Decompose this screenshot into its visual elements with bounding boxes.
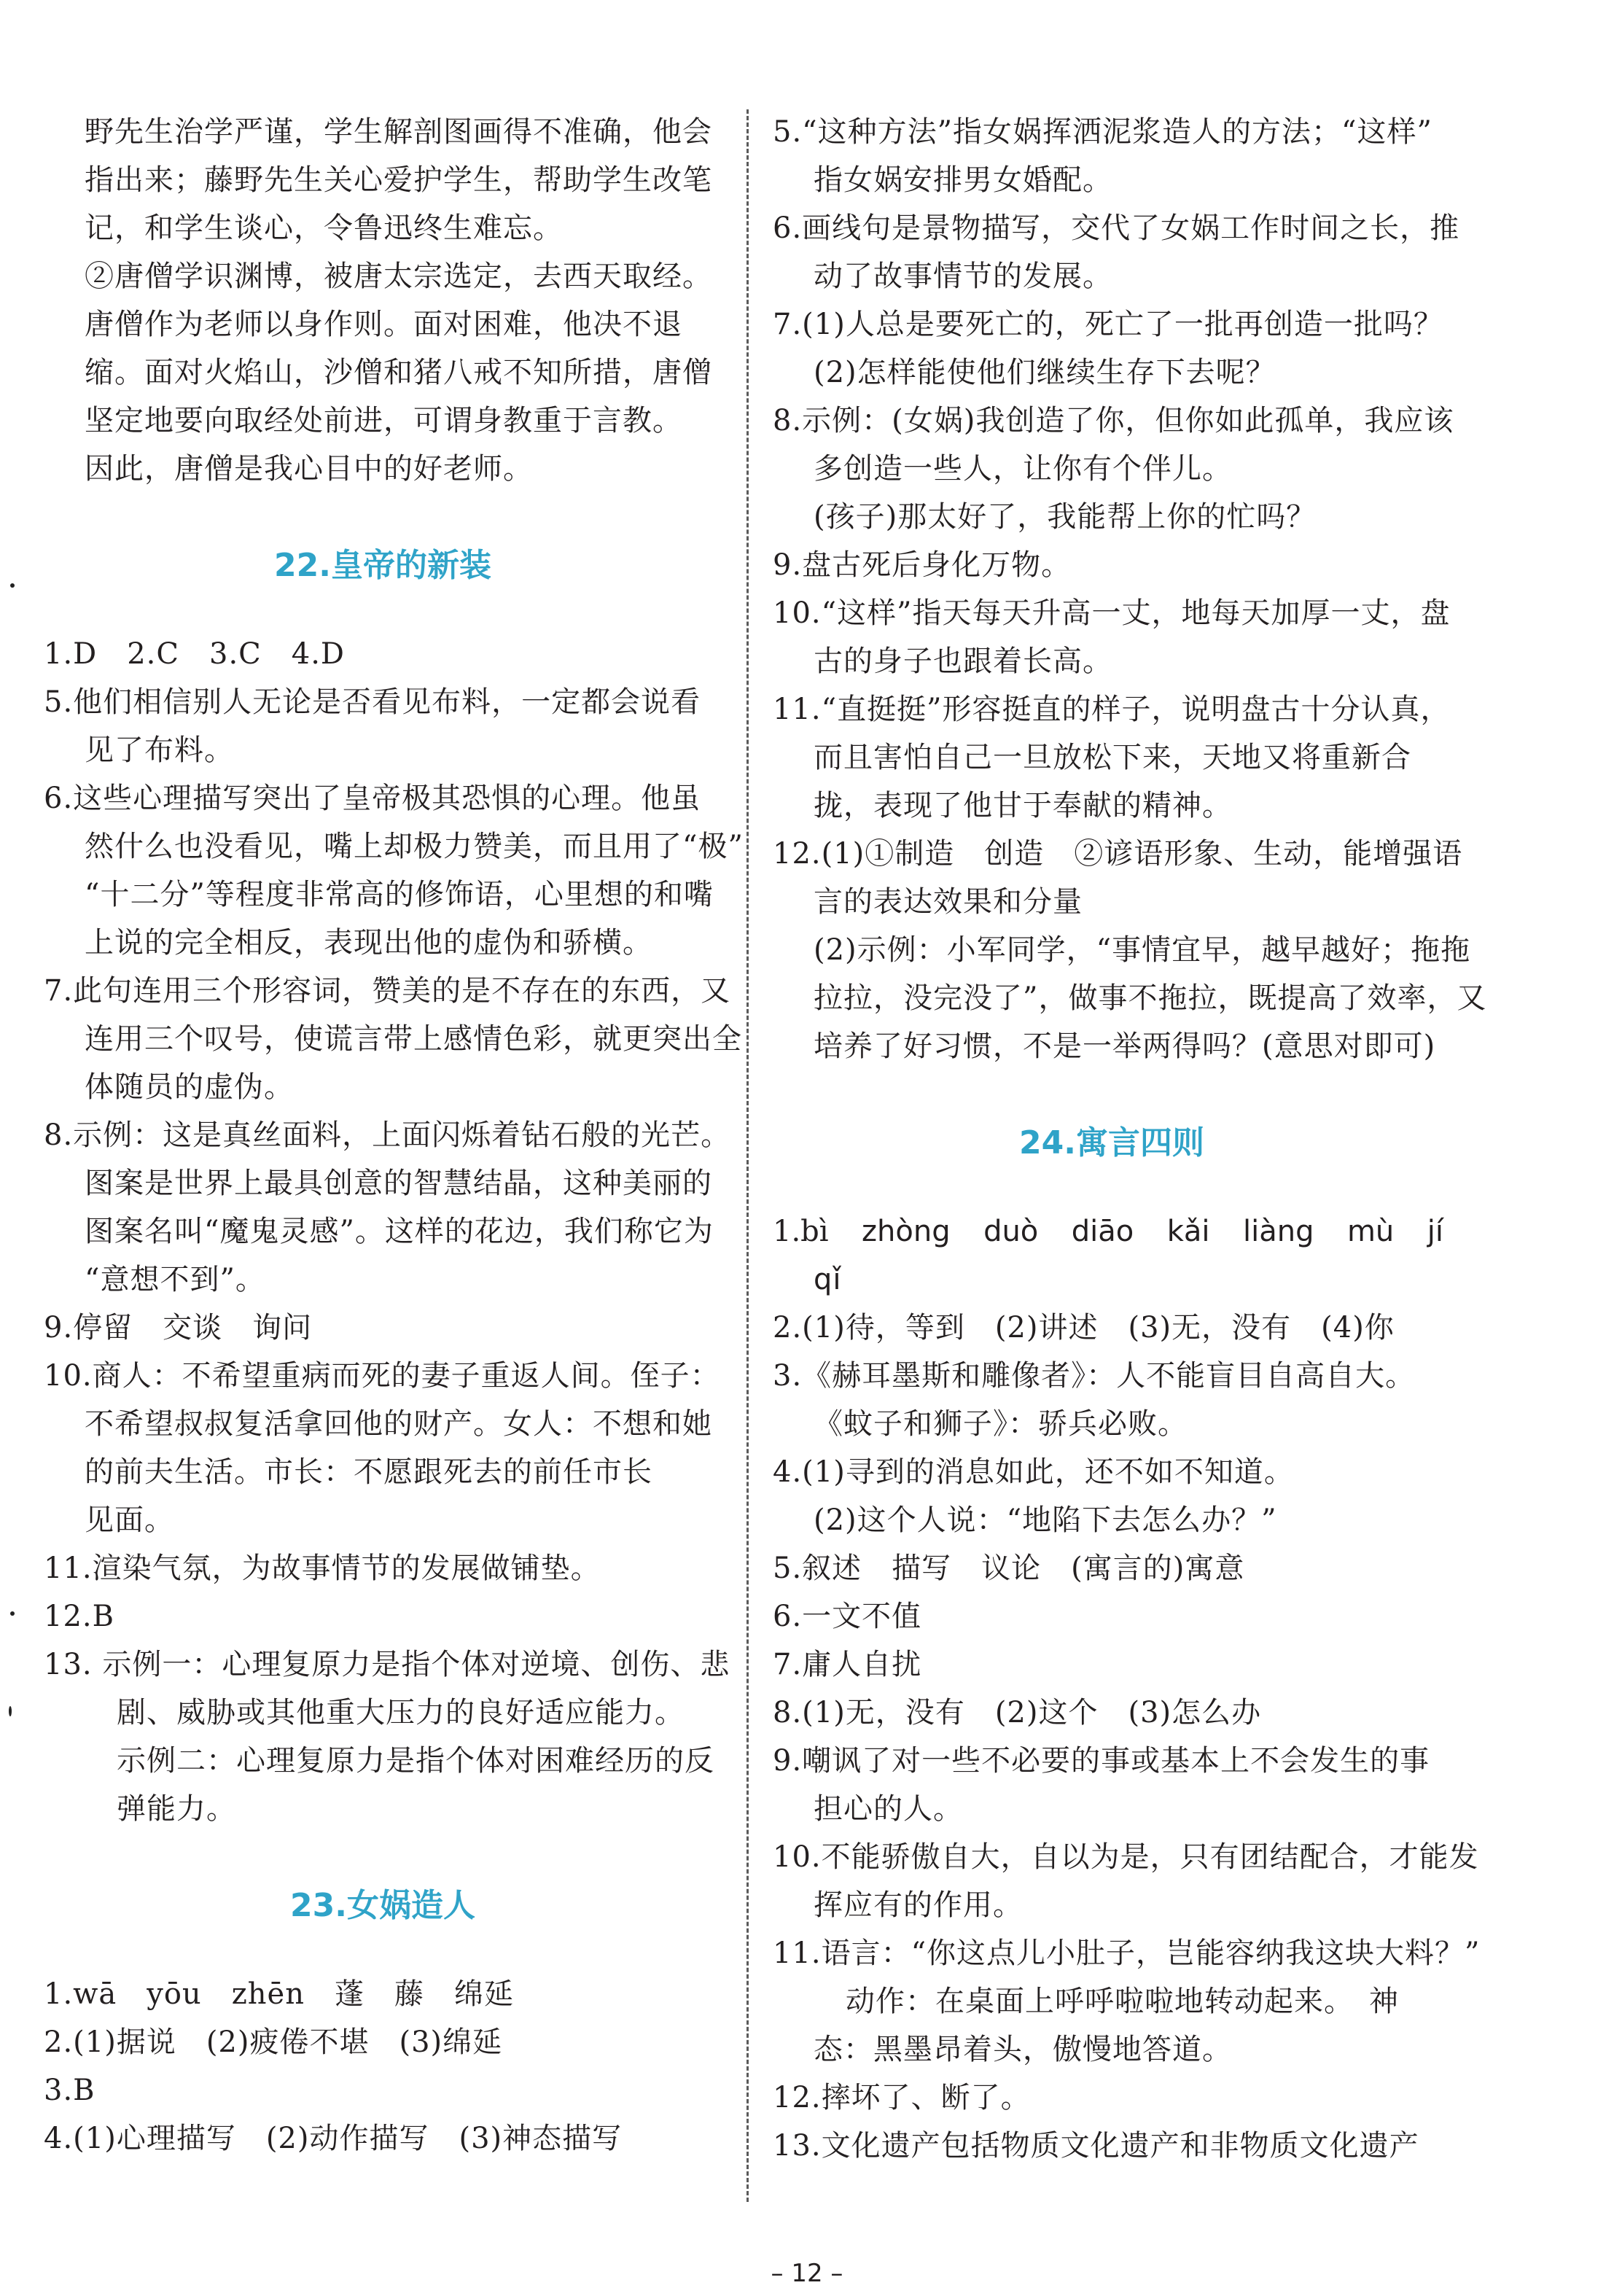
answer-line: 拉拉，没完没了”，做事不拖拉，既提高了效率，又: [814, 981, 1487, 1015]
pinyin-answer-row: [773, 1207, 1451, 1256]
answer-line: 多创造一些人，让你有个伴儿。: [814, 452, 1232, 486]
answer-line: 7.此句连用三个形容词，赞美的是不存在的东西，又: [44, 974, 731, 1008]
scan-mark: [10, 1611, 15, 1616]
pinyin-item: jí: [1427, 1215, 1443, 1248]
section-title-24: 24.寓言四则: [1019, 1124, 1204, 1161]
answer-line: ②唐僧学识渊博，被唐太宗选定，去西天取经。: [85, 260, 712, 293]
answer-line: 13. 示例一：心理复原力是指个体对逆境、创伤、悲: [44, 1648, 730, 1681]
answer-line: 示例二：心理复原力是指个体对困难经历的反: [117, 1744, 714, 1778]
answer-line: 8.示例：(女娲)我创造了你，但你如此孤单，我应该: [773, 404, 1454, 437]
answer-line: 12.(1)①制造 创造 ②谚语形象、生动，能增强语: [773, 837, 1463, 871]
answer-line: 1.wā yōu zhēn 蓬 藤 绵延: [44, 1977, 514, 2011]
answer-line: 10.“这样”指天每天升高一丈，地每天加厚一丈，盘: [773, 596, 1451, 630]
answer-line: 9.嘲讽了对一些不必要的事或基本上不会发生的事: [773, 1744, 1430, 1778]
answer-line: 5.叙述 描写 议论 (寓言的)寓意: [773, 1552, 1245, 1585]
section-24-answers: [773, 1207, 1481, 2170]
answer-line: 剧、威胁或其他重大压力的良好适应能力。: [117, 1696, 685, 1729]
answer-line: 上说的完全相反，表现出他的虚伪和骄横。: [85, 926, 652, 960]
answer-line: 见面。: [85, 1503, 174, 1537]
pinyin-item: qǐ: [814, 1263, 842, 1296]
answer-line: (2)示例：小军同学，“事情宜早，越早越好；拖拖: [814, 933, 1471, 967]
answer-line: 指女娲安排男女婚配。: [814, 163, 1112, 197]
section-23-answers: [44, 1970, 722, 2163]
pinyin-item: diāo: [1071, 1215, 1134, 1248]
answer-line: 野先生治学严谨，学生解剖图画得不准确，他会: [85, 115, 712, 149]
answer-line: 4.(1)心理描写 (2)动作描写 (3)神态描写: [44, 2122, 623, 2155]
pinyin-item: mù: [1346, 1215, 1395, 1248]
answer-line: (孩子)那太好了，我能帮上你的忙吗？: [814, 500, 1317, 534]
section-title-23: 23.女娲造人: [290, 1887, 475, 1924]
answer-line: 1.D 2.C 3.C 4.D: [44, 637, 346, 671]
answer-line: 记，和学生谈心，令鲁迅终生难忘。: [85, 211, 563, 245]
section-22-answers: [44, 630, 744, 1833]
scan-mark: [10, 583, 15, 588]
answer-line: 2.(1)待，等到 (2)讲述 (3)无，没有 (4)你: [773, 1311, 1395, 1344]
answer-line: 3.B: [44, 2074, 95, 2107]
section-title-22: 22.皇帝的新装: [274, 547, 491, 584]
answer-line: 挥应有的作用。: [814, 1888, 1023, 1922]
scan-mark: [9, 1706, 12, 1716]
column-divider: [746, 109, 749, 2202]
answer-line: 9.停留 交谈 询问: [44, 1311, 313, 1344]
answer-line: 9.盘古死后身化万物。: [773, 548, 1072, 582]
answer-line: 态：黑墨昂着头，傲慢地答道。: [814, 2033, 1232, 2066]
answer-line: 体随员的虚伪。: [85, 1070, 294, 1104]
answer-line: 不希望叔叔复活拿回他的财产。女人：不想和她: [85, 1407, 712, 1441]
answer-line: 言的表达效果和分量: [814, 885, 1083, 919]
pinyin-item: zhòng: [862, 1215, 951, 1248]
answer-line: 7.庸人自扰: [773, 1648, 922, 1681]
answer-line: 动作：在桌面上呼呼啦啦地转动起来。 神: [846, 1985, 1399, 2018]
answer-line: 《蚊子和狮子》：骄兵必败。: [814, 1407, 1188, 1441]
answer-line: 指出来；藤野先生关心爱护学生，帮助学生改笔: [85, 163, 712, 197]
answer-line: 8.(1)无，没有 (2)这个 (3)怎么办: [773, 1696, 1262, 1729]
answer-line: 见了布料。: [85, 733, 234, 767]
right-column: [773, 108, 1487, 2170]
answer-line: “意想不到”。: [85, 1263, 265, 1296]
answer-line: 弹能力。: [117, 1792, 236, 1826]
answer-line: 唐僧作为老师以身作则。面对困难，他决不退: [85, 308, 682, 341]
answer-line: (2)怎样能使他们继续生存下去呢？: [814, 356, 1276, 389]
answer-line: 拢，表现了他甘于奉献的精神。: [814, 789, 1232, 822]
answer-line: 10.商人：不希望重病而死的妻子重返人间。侄子：: [44, 1359, 720, 1393]
answer-line: 6.画线句是景物描写，交代了女娲工作时间之长，推: [773, 211, 1460, 245]
answer-line: 而且害怕自己一旦放松下来，天地又将重新合: [814, 741, 1411, 774]
answer-line: 8.示例：这是真丝面料，上面闪烁着钻石般的光芒。: [44, 1118, 731, 1152]
answer-line: (2)这个人说：“地陷下去怎么办？”: [814, 1503, 1277, 1537]
answer-line: 4.(1)寻到的消息如此，还不如不知道。: [773, 1455, 1294, 1489]
answer-line: 培养了好习惯，不是一举两得吗？(意思对即可): [814, 1030, 1436, 1063]
answer-line: 5.他们相信别人无论是否看见布料，一定都会说看: [44, 685, 701, 719]
answer-line: 担心的人。: [814, 1792, 963, 1826]
answer-line: 11.语言：“你这点儿小肚子，岂能容纳我这块大料？”: [773, 1937, 1481, 1970]
answer-line: 坚定地要向取经处前进，可谓身教重于言教。: [85, 404, 682, 437]
answer-line: 13.文化遗产包括物质文化遗产和非物质文化遗产: [773, 2129, 1419, 2163]
answer-line: 11.“直挺挺”形容挺直的样子，说明盘古十分认真，: [773, 693, 1451, 726]
answer-line: 动了故事情节的发展。: [814, 260, 1112, 293]
answer-line: 5.“这种方法”指女娲挥洒泥浆造人的方法；“这样”: [773, 115, 1432, 149]
answer-line: 的前夫生活。市长：不愿跟死去的前任市长: [85, 1455, 652, 1489]
page-number: – 12 –: [771, 2259, 843, 2288]
left-column: [44, 108, 744, 2163]
answer-line: 11.渲染气氛，为故事情节的发展做铺垫。: [44, 1552, 601, 1585]
pinyin-item: 1.bì: [773, 1215, 829, 1248]
pinyin-item: duò: [983, 1215, 1039, 1248]
answer-line: 7.(1)人总是要死亡的，死亡了一批再创造一批吗？: [773, 308, 1443, 341]
answer-line: 连用三个叹号，使谎言带上感情色彩，就更突出全: [85, 1022, 742, 1056]
answer-line: 3.《赫耳墨斯和雕像者》：人不能盲目自高自大。: [773, 1359, 1416, 1393]
answer-line: “十二分”等程度非常高的修饰语，心里想的和嘴: [85, 878, 714, 911]
section-23-continued-answers: [773, 108, 1487, 1070]
answer-line: 2.(1)据说 (2)疲倦不堪 (3)绵延: [44, 2025, 503, 2059]
answer-line: 12.摔坏了、断了。: [773, 2081, 1031, 2114]
answer-line: 6.这些心理描写突出了皇帝极其恐惧的心理。他虽: [44, 782, 701, 815]
answer-line: 6.一文不值: [773, 1600, 922, 1633]
pinyin-item: kǎi: [1166, 1215, 1210, 1248]
answer-line: 10.不能骄傲自大，自以为是，只有团结配合，才能发: [773, 1840, 1479, 1874]
answer-line: 因此，唐僧是我心目中的好老师。: [85, 452, 533, 486]
answer-line: 图案名叫“魔鬼灵感”。这样的花边，我们称它为: [85, 1215, 714, 1248]
answer-line: 12.B: [44, 1600, 115, 1633]
answer-line: 然什么也没看见，嘴上却极力赞美，而且用了“极”: [85, 830, 744, 863]
pinyin-item: liàng: [1242, 1215, 1314, 1248]
answer-line: 古的身子也跟着长高。: [814, 645, 1112, 678]
answer-line: 缩。面对火焰山，沙僧和猪八戒不知所措，唐僧: [85, 356, 712, 389]
answer-line: 图案是世界上最具创意的智慧结晶，这种美丽的: [85, 1167, 712, 1200]
intro-answers: [44, 108, 722, 493]
